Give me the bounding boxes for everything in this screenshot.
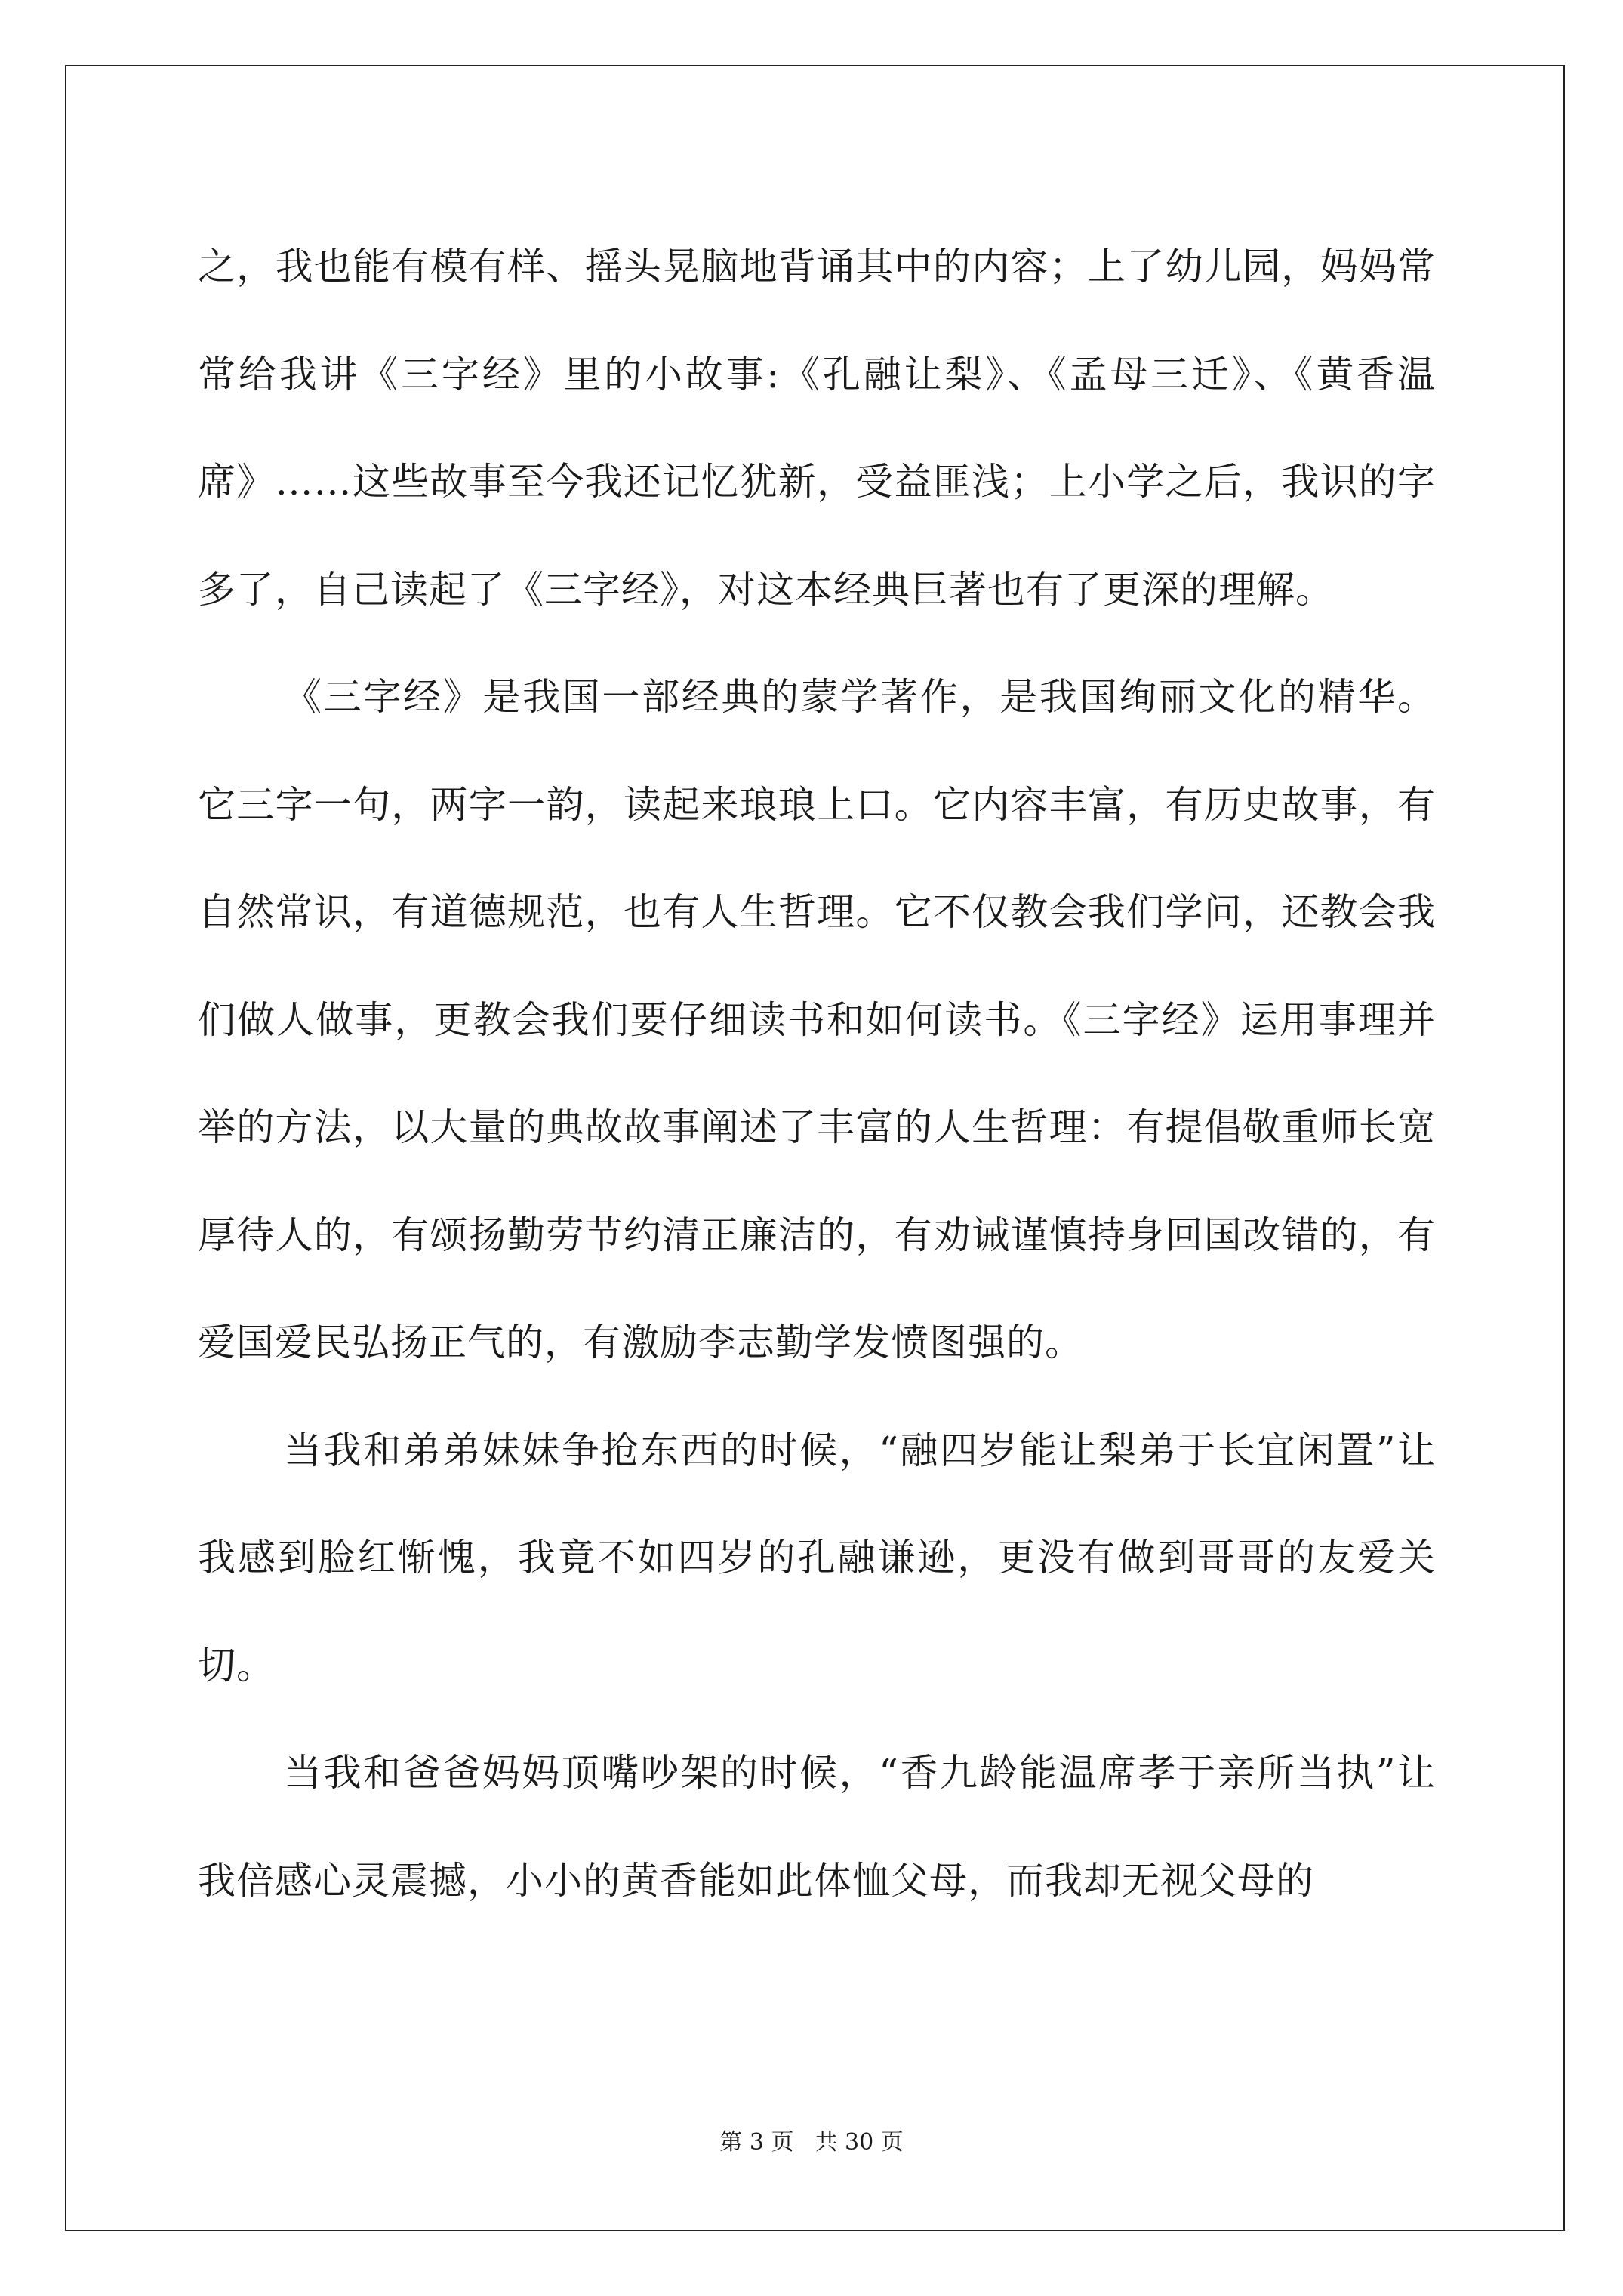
paragraph-1: 之，我也能有模有样、摇头晃脑地背诵其中的内容；上了幼儿园，妈妈常常给我讲《三字经》里的小故事:《孔融让梨》、《孟母三迁》、《黄香温席》……这些故事至今我还记忆犹新，受益匪浅；上小学之后，我识的字多了，自己读起了《三字经》，对这本经典巨著也有了更深的理解。: [198, 245, 1436, 612]
paragraph-2: 《三字经》是我国一部经典的蒙学著作，是我国绚丽文化的精华。它三字一句，两字一韵，读起来琅琅上口。它内容丰富，有历史故事，有自然常识，有道德规范，也有人生哲理。它不仅教会我们学问，还教会我们做人做事，更教会我们要仔细读书和如何读书。《三字经》运用事理并举的方法，以大量的典故故事阐述了丰富的人生哲理：有提倡敬重师长宽厚待人的，有颂扬勤劳节约清正廉洁的，有劝诫谨慎持身回国改错的，有爱国爱民弘扬正气的，有激励李志勤学发愤图强的。: [198, 675, 1436, 1364]
page-number: 第 3 页: [719, 2129, 794, 2156]
paragraph-4: 当我和爸爸妈妈顶嘴吵架的时候，“香九龄能温席孝于亲所当执”让我倍感心灵震撼，小小的黄香能如此体恤父母，而我却无视父母的: [198, 1751, 1436, 1903]
paragraph-3: 当我和弟弟妹妹争抢东西的时候，“融四岁能让梨弟于长宜闲置”让我感到脸红惭愧，我竟不如四岁的孔融谦逊，更没有做到哥哥的友爱关切。: [198, 1428, 1436, 1687]
page-total: 共 30 页: [815, 2129, 904, 2156]
page-footer: [0, 2123, 1623, 2156]
document-body: [198, 213, 1436, 1934]
